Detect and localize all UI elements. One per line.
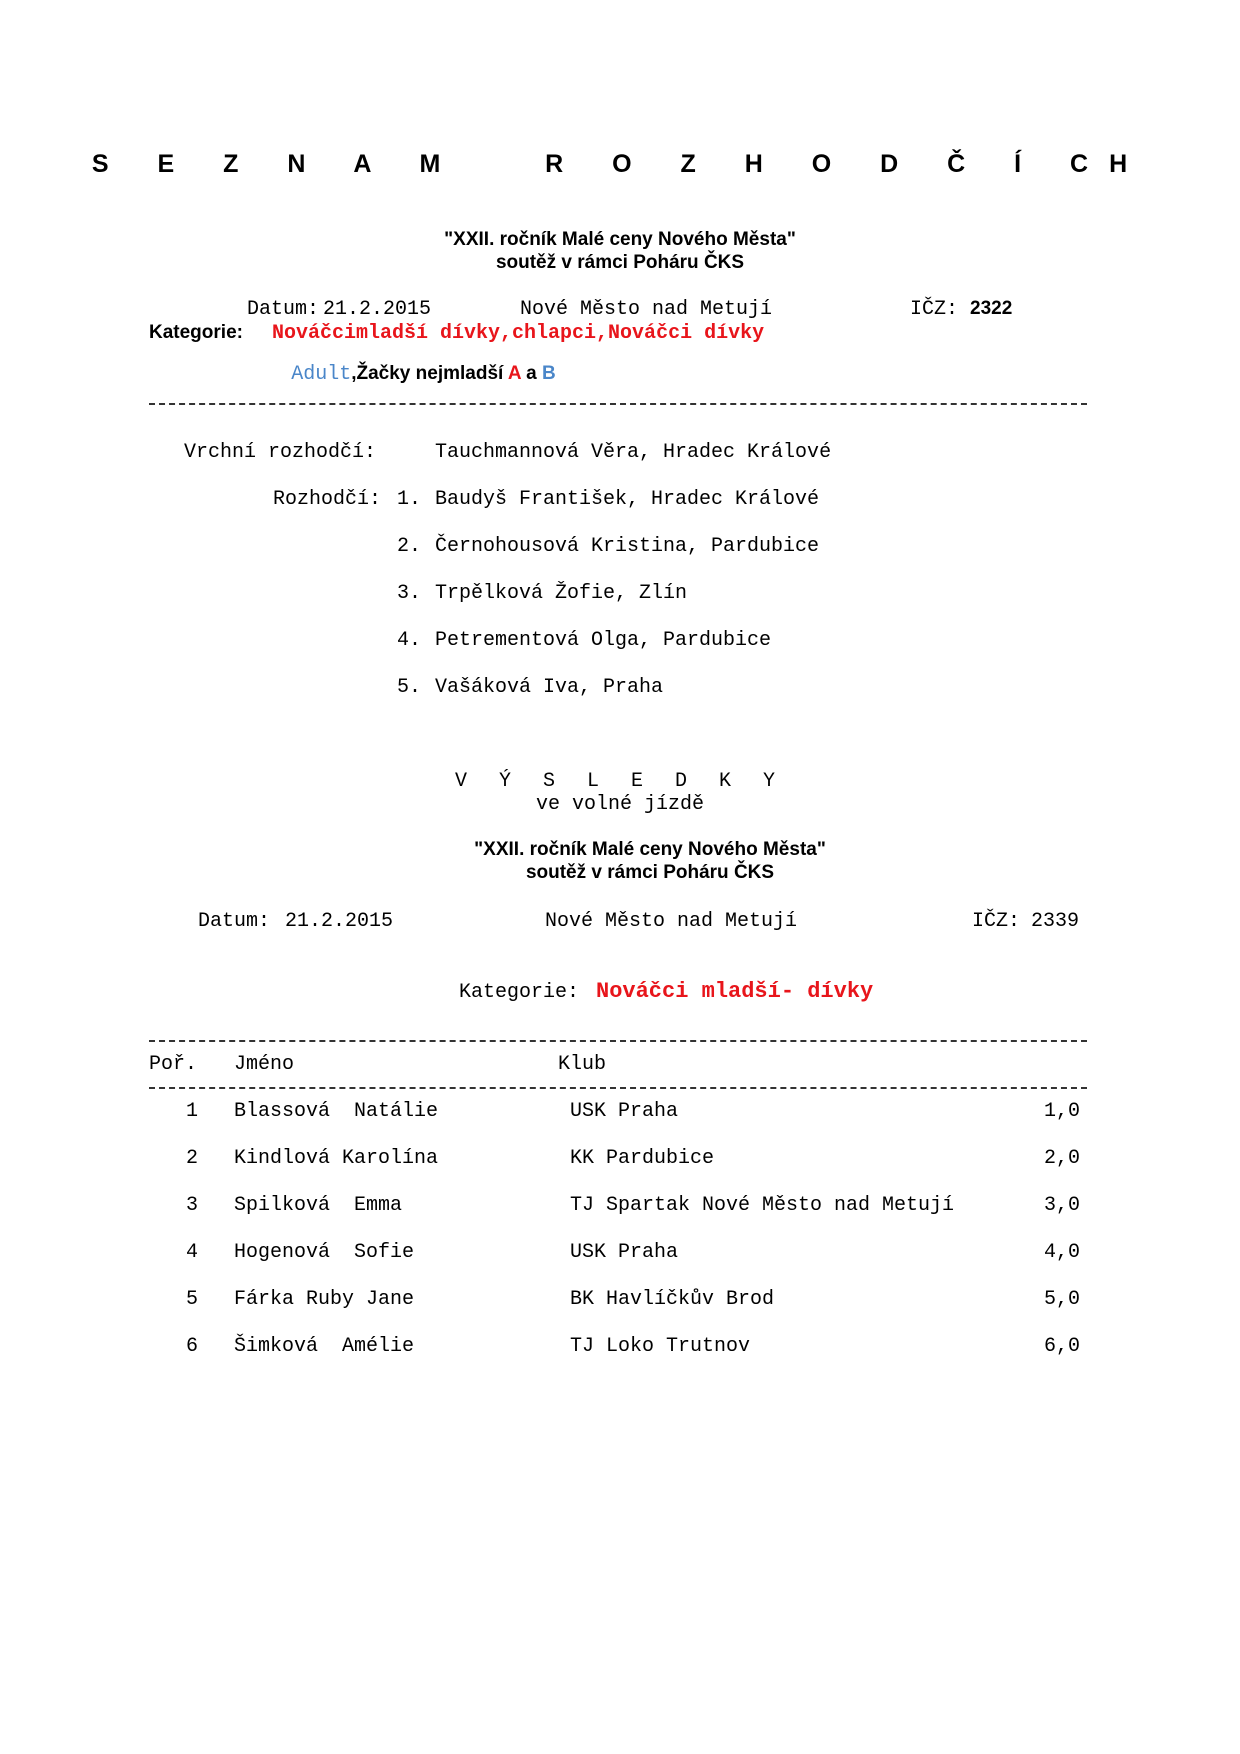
referee-list-title: S E Z N A M R O Z H O D Č Í CH xyxy=(91,150,1149,178)
row-score: 2,0 xyxy=(1043,1147,1080,1170)
chief-referee-label: Vrchní rozhodčí: xyxy=(184,441,377,464)
row-score: 4,0 xyxy=(1043,1241,1080,1264)
results-title: V Ý S L E D K Y xyxy=(454,770,786,793)
event-title-line2: soutěž v rámci Poháru ČKS xyxy=(495,252,745,273)
category-label: Kategorie: xyxy=(149,322,243,343)
row-rank: 3 xyxy=(185,1194,198,1217)
category-zacky: ,Žačky nejmladší xyxy=(351,363,508,384)
judge-name: Petrementová Olga, Pardubice xyxy=(435,629,772,652)
results-event-line2: soutěž v rámci Poháru ČKS xyxy=(525,862,775,883)
row-score: 3,0 xyxy=(1043,1194,1080,1217)
judge-number: 3. xyxy=(397,582,422,605)
row-name: Hogenová Sofie xyxy=(234,1241,415,1264)
row-score: 1,0 xyxy=(1043,1100,1080,1123)
row-rank: 1 xyxy=(185,1100,198,1123)
row-name: Spilková Emma xyxy=(234,1194,403,1217)
judge-name: Trpělková Žofie, Zlín xyxy=(435,582,688,605)
row-club: TJ Loko Trutnov xyxy=(570,1335,751,1358)
table-header-divider xyxy=(149,1087,1087,1089)
results-event-line1: "XXII. ročník Malé ceny Nového Města" xyxy=(474,839,826,860)
row-club: USK Praha xyxy=(570,1100,679,1123)
category-line1: Nováčcimladší dívky,chlapci,Nováčci dívky xyxy=(272,322,765,345)
results-category-label: Kategorie: xyxy=(459,981,580,1004)
header-club: Klub xyxy=(558,1053,607,1076)
row-name: Kindlová Karolína xyxy=(234,1147,439,1170)
category-adult: Adult xyxy=(291,363,352,386)
icz-label: IČZ: xyxy=(910,298,959,321)
results-category-value: Nováčci mladší- dívky xyxy=(596,979,874,1004)
category-b: B xyxy=(542,363,556,384)
row-rank: 2 xyxy=(185,1147,198,1170)
date-label: Datum: xyxy=(247,298,320,321)
judges-label: Rozhodčí: xyxy=(273,488,382,511)
results-date-label: Datum: xyxy=(198,910,271,933)
row-rank: 5 xyxy=(185,1288,198,1311)
results-icz-label: IČZ: xyxy=(972,910,1021,933)
results-subtitle: ve volné jízdě xyxy=(535,793,705,816)
row-name: Fárka Ruby Jane xyxy=(234,1288,415,1311)
category-a: A xyxy=(507,363,521,384)
row-rank: 4 xyxy=(185,1241,198,1264)
event-title-line1: "XXII. ročník Malé ceny Nového Města" xyxy=(444,229,796,250)
date-value: 21.2.2015 xyxy=(323,298,432,321)
row-name: Blassová Natálie xyxy=(234,1100,439,1123)
icz-value: 2322 xyxy=(970,298,1013,319)
judge-name: Černohousová Kristina, Pardubice xyxy=(435,535,820,558)
row-score: 5,0 xyxy=(1043,1288,1080,1311)
row-rank: 6 xyxy=(185,1335,198,1358)
chief-referee-name: Tauchmannová Věra, Hradec Králové xyxy=(435,441,832,464)
header-rank: Poř. xyxy=(149,1053,198,1076)
row-club: KK Pardubice xyxy=(570,1147,715,1170)
judge-number: 5. xyxy=(397,676,422,699)
judge-name: Vašáková Iva, Praha xyxy=(435,676,664,699)
divider-line xyxy=(149,403,1087,405)
row-name: Šimková Amélie xyxy=(234,1335,415,1358)
row-score: 6,0 xyxy=(1043,1335,1080,1358)
place: Nové Město nad Metují xyxy=(520,298,773,321)
header-name: Jméno xyxy=(234,1053,295,1076)
row-club: USK Praha xyxy=(570,1241,679,1264)
results-icz-value: 2339 xyxy=(1031,910,1080,933)
row-club: BK Havlíčkův Brod xyxy=(570,1288,775,1311)
category-and: a xyxy=(520,363,543,384)
judge-number: 2. xyxy=(397,535,422,558)
results-date-value: 21.2.2015 xyxy=(285,910,394,933)
row-club: TJ Spartak Nové Město nad Metují xyxy=(570,1194,955,1217)
judge-number: 4. xyxy=(397,629,422,652)
judge-number: 1. xyxy=(397,488,422,511)
category-line2 xyxy=(272,345,556,386)
table-top-divider xyxy=(149,1040,1087,1042)
judge-name: Baudyš František, Hradec Králové xyxy=(435,488,820,511)
results-place: Nové Město nad Metují xyxy=(545,910,798,933)
